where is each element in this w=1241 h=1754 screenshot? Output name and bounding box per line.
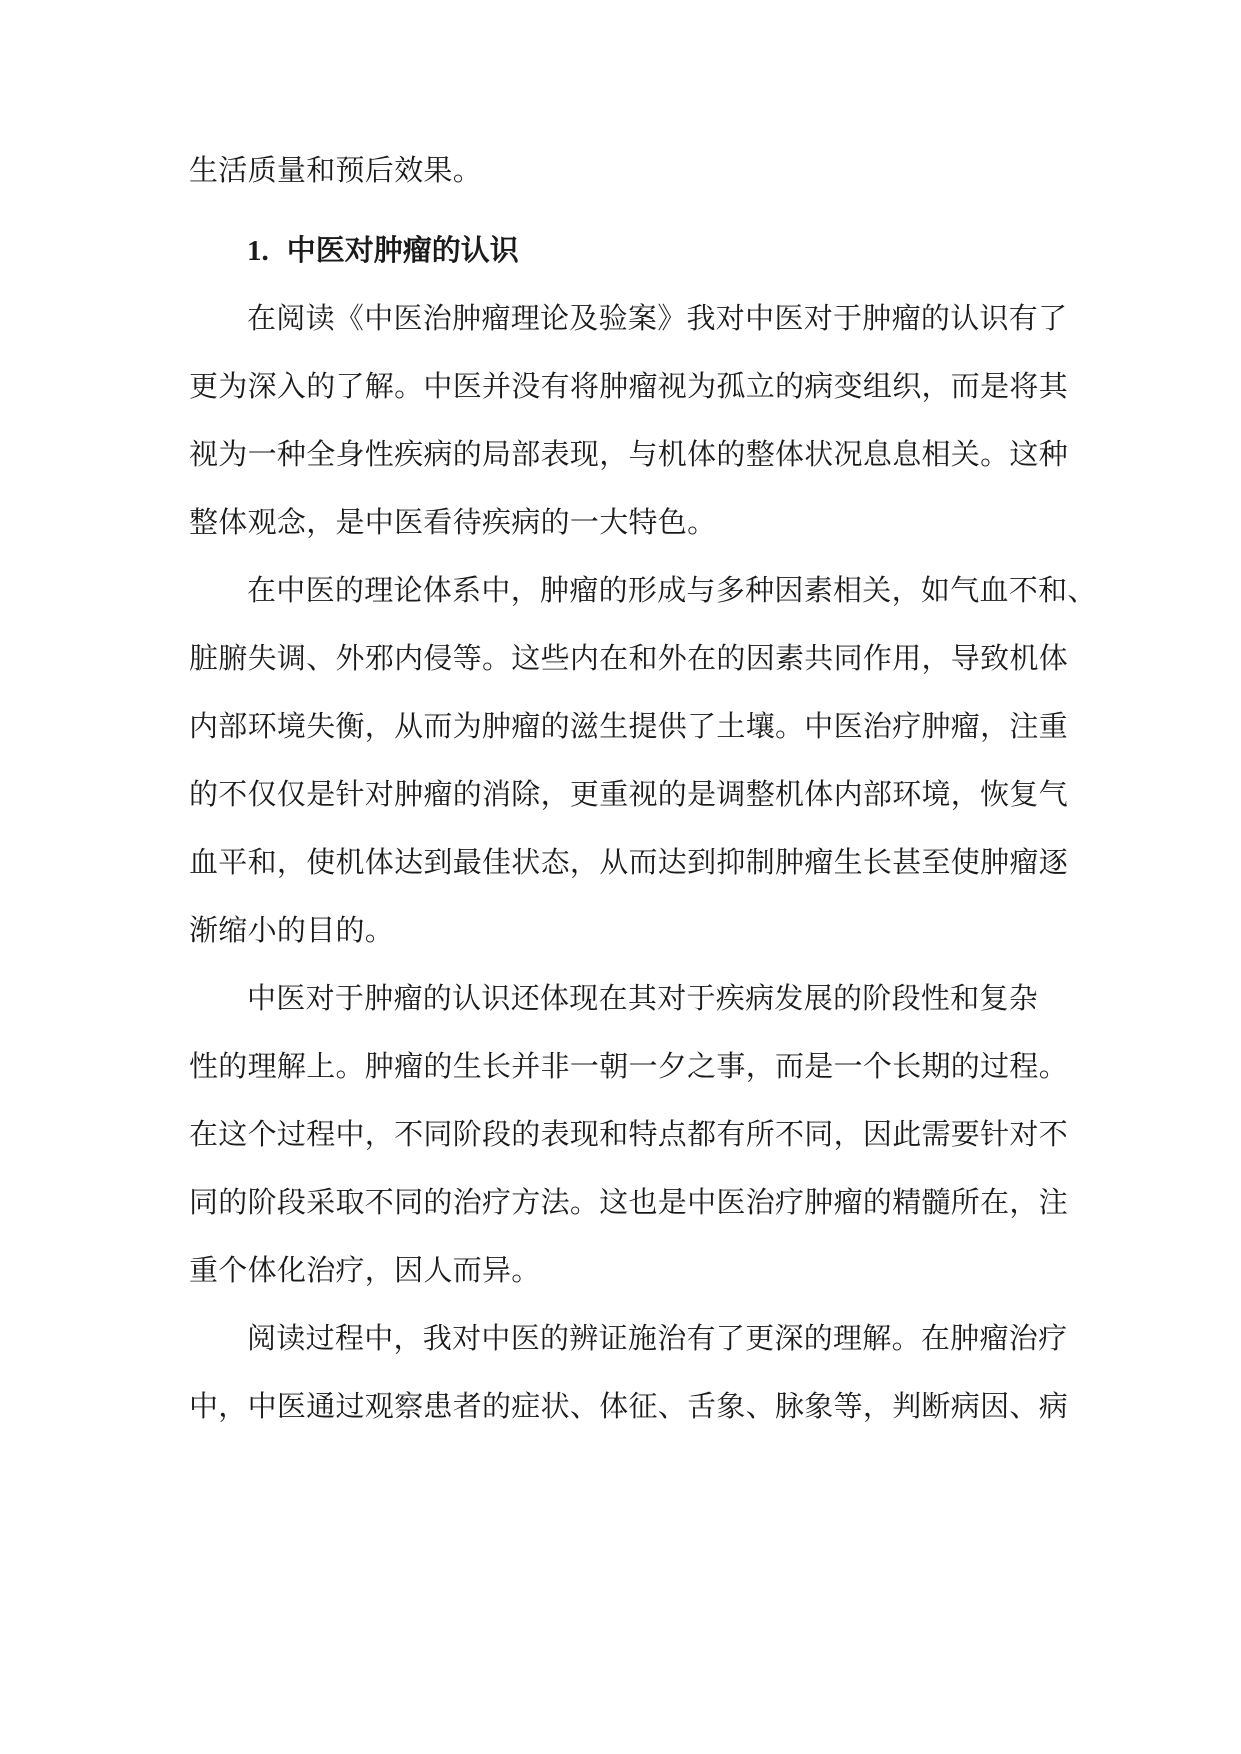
paragraph-line: 的不仅仅是针对肿瘤的消除，更重视的是调整机体内部环境，恢复气 <box>189 777 1069 811</box>
paragraph-line: 渐缩小的目的。 <box>189 913 395 947</box>
paragraph-line: 内部环境失衡，从而为肿瘤的滋生提供了土壤。中医治疗肿瘤，注重 <box>189 709 1069 743</box>
paragraph-line: 阅读过程中，我对中医的辨证施治有了更深的理解。在肿瘤治疗 <box>247 1321 1068 1355</box>
paragraph-line: 在这个过程中，不同阶段的表现和特点都有所不同，因此需要针对不 <box>189 1117 1069 1151</box>
section-heading <box>247 230 519 271</box>
paragraph-line: 脏腑失调、外邪内侵等。这些内在和外在的因素共同作用，导致机体 <box>189 641 1069 675</box>
paragraph-line: 视为一种全身性疾病的局部表现，与机体的整体状况息息相关。这种 <box>189 437 1069 471</box>
paragraph-line: 重个体化治疗，因人而异。 <box>189 1253 541 1287</box>
paragraph-line: 生活质量和预后效果。 <box>189 153 483 187</box>
paragraph-line: 在中医的理论体系中，肿瘤的形成与多种因素相关，如气血不和、 <box>247 573 1097 607</box>
paragraph-line: 同的阶段采取不同的治疗方法。这也是中医治疗肿瘤的精髓所在，注 <box>189 1185 1069 1219</box>
paragraph-line: 血平和，使机体达到最佳状态，从而达到抑制肿瘤生长甚至使肿瘤逐 <box>189 845 1069 879</box>
paragraph-line: 整体观念，是中医看待疾病的一大特色。 <box>189 505 717 539</box>
paragraph-line: 中医对于肿瘤的认识还体现在其对于疾病发展的阶段性和复杂 <box>247 981 1039 1015</box>
section-number: 1. <box>247 235 269 267</box>
section-title: 中医对肿瘤的认识 <box>286 233 519 267</box>
paragraph-line: 中，中医通过观察患者的症状、体征、舌象、脉象等，判断病因、病 <box>189 1389 1069 1423</box>
paragraph-line: 更为深入的了解。中医并没有将肿瘤视为孤立的病变组织，而是将其 <box>189 369 1069 403</box>
paragraph-line: 在阅读《中医治肿瘤理论及验案》我对中医对于肿瘤的认识有了 <box>247 301 1068 335</box>
paragraph-line: 性的理解上。肿瘤的生长并非一朝一夕之事，而是一个长期的过程。 <box>189 1049 1069 1083</box>
